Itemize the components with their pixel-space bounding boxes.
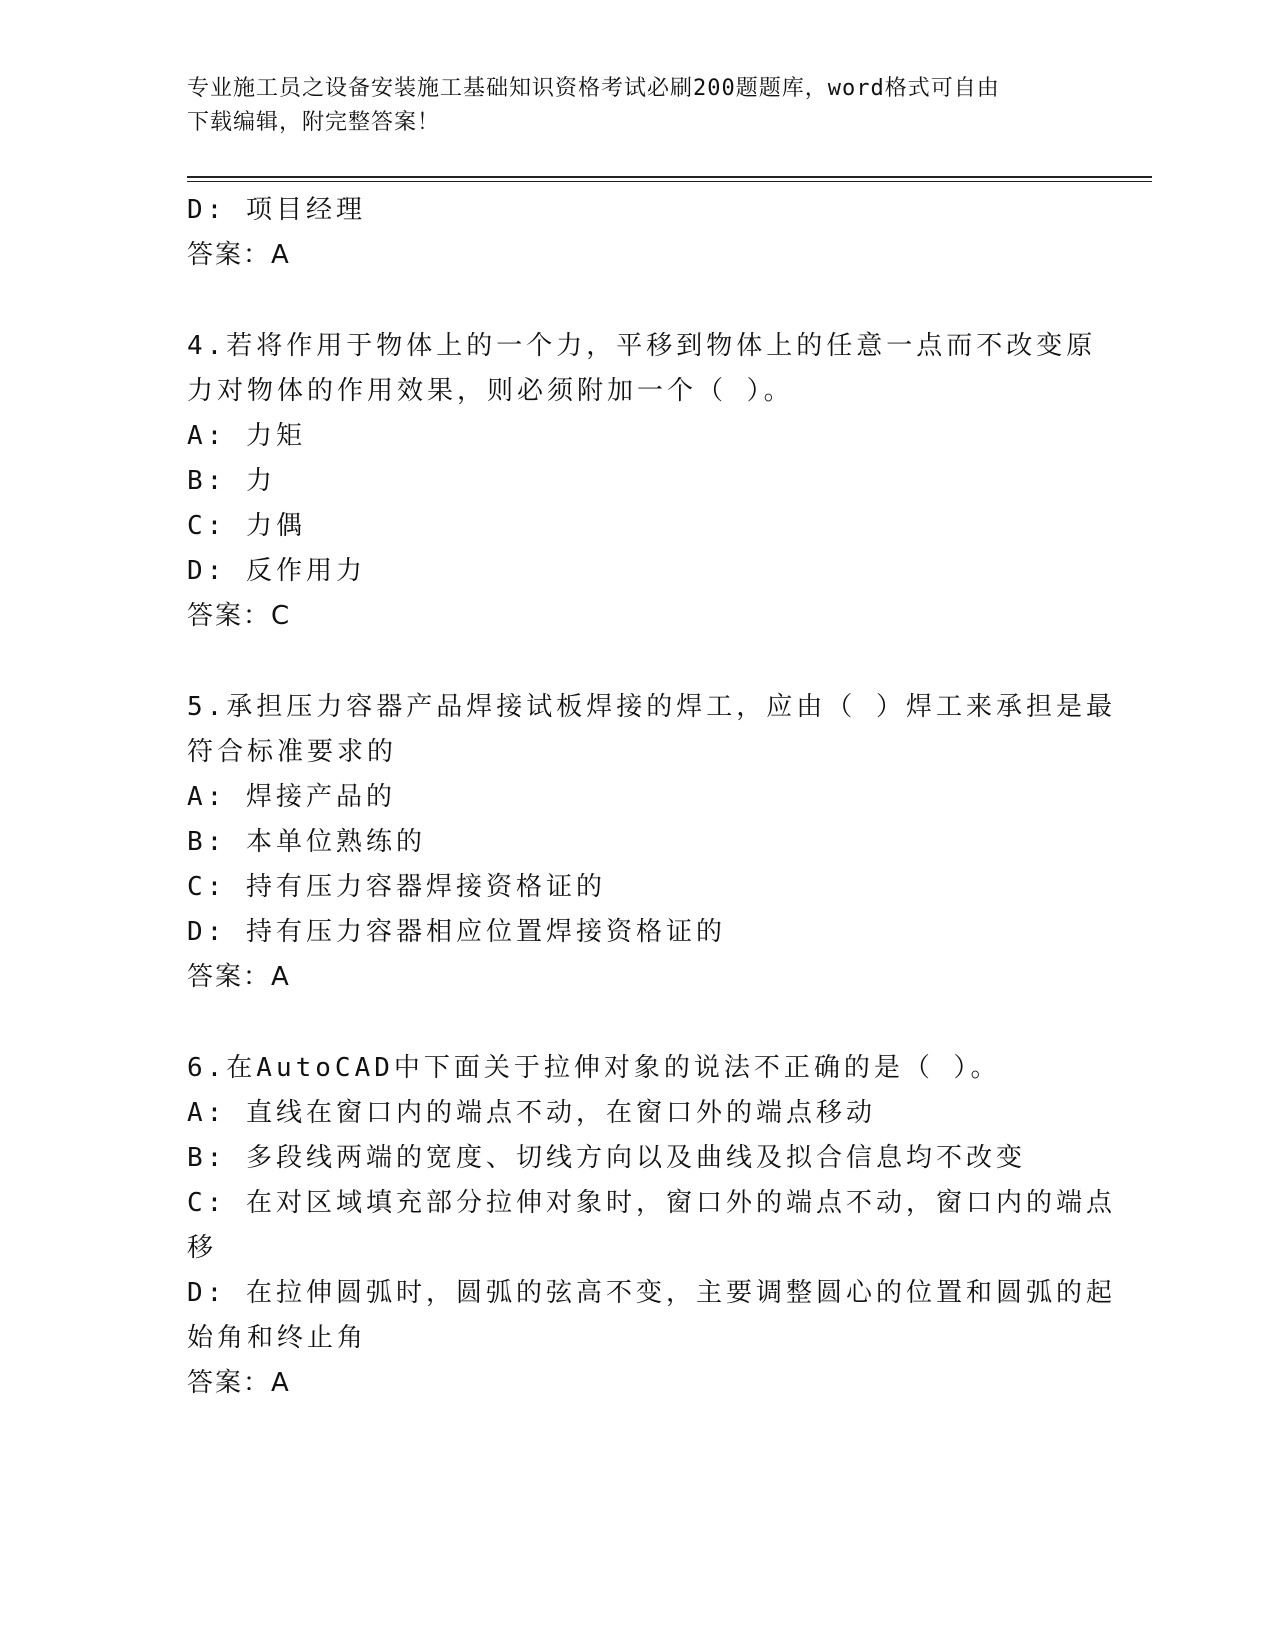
option-b: B: 本单位熟练的 <box>187 827 426 857</box>
question-6 <box>187 1046 1116 1406</box>
option-a: A: 焊接产品的 <box>187 782 396 812</box>
spacer <box>187 639 1087 685</box>
spacer <box>187 1000 1087 1046</box>
option-d: D: 持有压力容器相应位置焊接资格证的 <box>187 917 726 947</box>
answer-line: 答案：C <box>187 601 292 631</box>
question-list <box>187 188 1116 1406</box>
option-c: C: 持有压力容器焊接资格证的 <box>187 872 606 902</box>
question-4 <box>187 324 1097 639</box>
question-stem-cont: 符合标准要求的 <box>187 737 398 767</box>
question-stem: 4.若将作用于物体上的一个力，平移到物体上的任意一点而不改变原 <box>187 331 1097 361</box>
spacer <box>187 278 1087 324</box>
option-c: C: 在对区域填充部分拉伸对象时，窗口外的端点不动，窗口内的端点 <box>187 1188 1116 1218</box>
option-d: D: 在拉伸圆弧时，圆弧的弦高不变，主要调整圆心的位置和圆弧的起 <box>187 1278 1116 1308</box>
option-b: B: 力 <box>187 466 276 496</box>
document-header <box>187 72 1067 140</box>
header-divider-thick <box>187 176 1152 178</box>
answer-line: 答案：A <box>187 1368 291 1398</box>
question-stem: 6.在AutoCAD中下面关于拉伸对象的说法不正确的是（ ）。 <box>187 1053 1001 1083</box>
option-d: D: 反作用力 <box>187 556 366 586</box>
question-stem: 5.承担压力容器产品焊接试板焊接的焊工，应由（ ）焊工来承担是最 <box>187 692 1116 722</box>
question-3-tail <box>187 188 1087 278</box>
answer-line: 答案：A <box>187 240 291 270</box>
header-line-1: 专业施工员之设备安装施工基础知识资格考试必刷200题题库，word格式可自由 <box>187 76 1000 101</box>
question-stem-cont: 力对物体的作用效果，则必须附加一个（ ）。 <box>187 376 794 406</box>
option-c-cont: 移 <box>187 1233 218 1263</box>
answer-line: 答案：A <box>187 962 291 992</box>
option-c: C: 力偶 <box>187 511 306 541</box>
option-b: B: 多段线两端的宽度、切线方向以及曲线及拟合信息均不改变 <box>187 1143 1026 1173</box>
header-divider-thin <box>187 181 1152 182</box>
option-a: A: 力矩 <box>187 421 306 451</box>
header-line-2: 下载编辑，附完整答案！ <box>187 110 441 135</box>
option-d: D: 项目经理 <box>187 195 366 225</box>
option-a: A: 直线在窗口内的端点不动，在窗口外的端点移动 <box>187 1098 876 1128</box>
question-5 <box>187 685 1116 1000</box>
option-d-cont: 始角和终止角 <box>187 1323 368 1353</box>
